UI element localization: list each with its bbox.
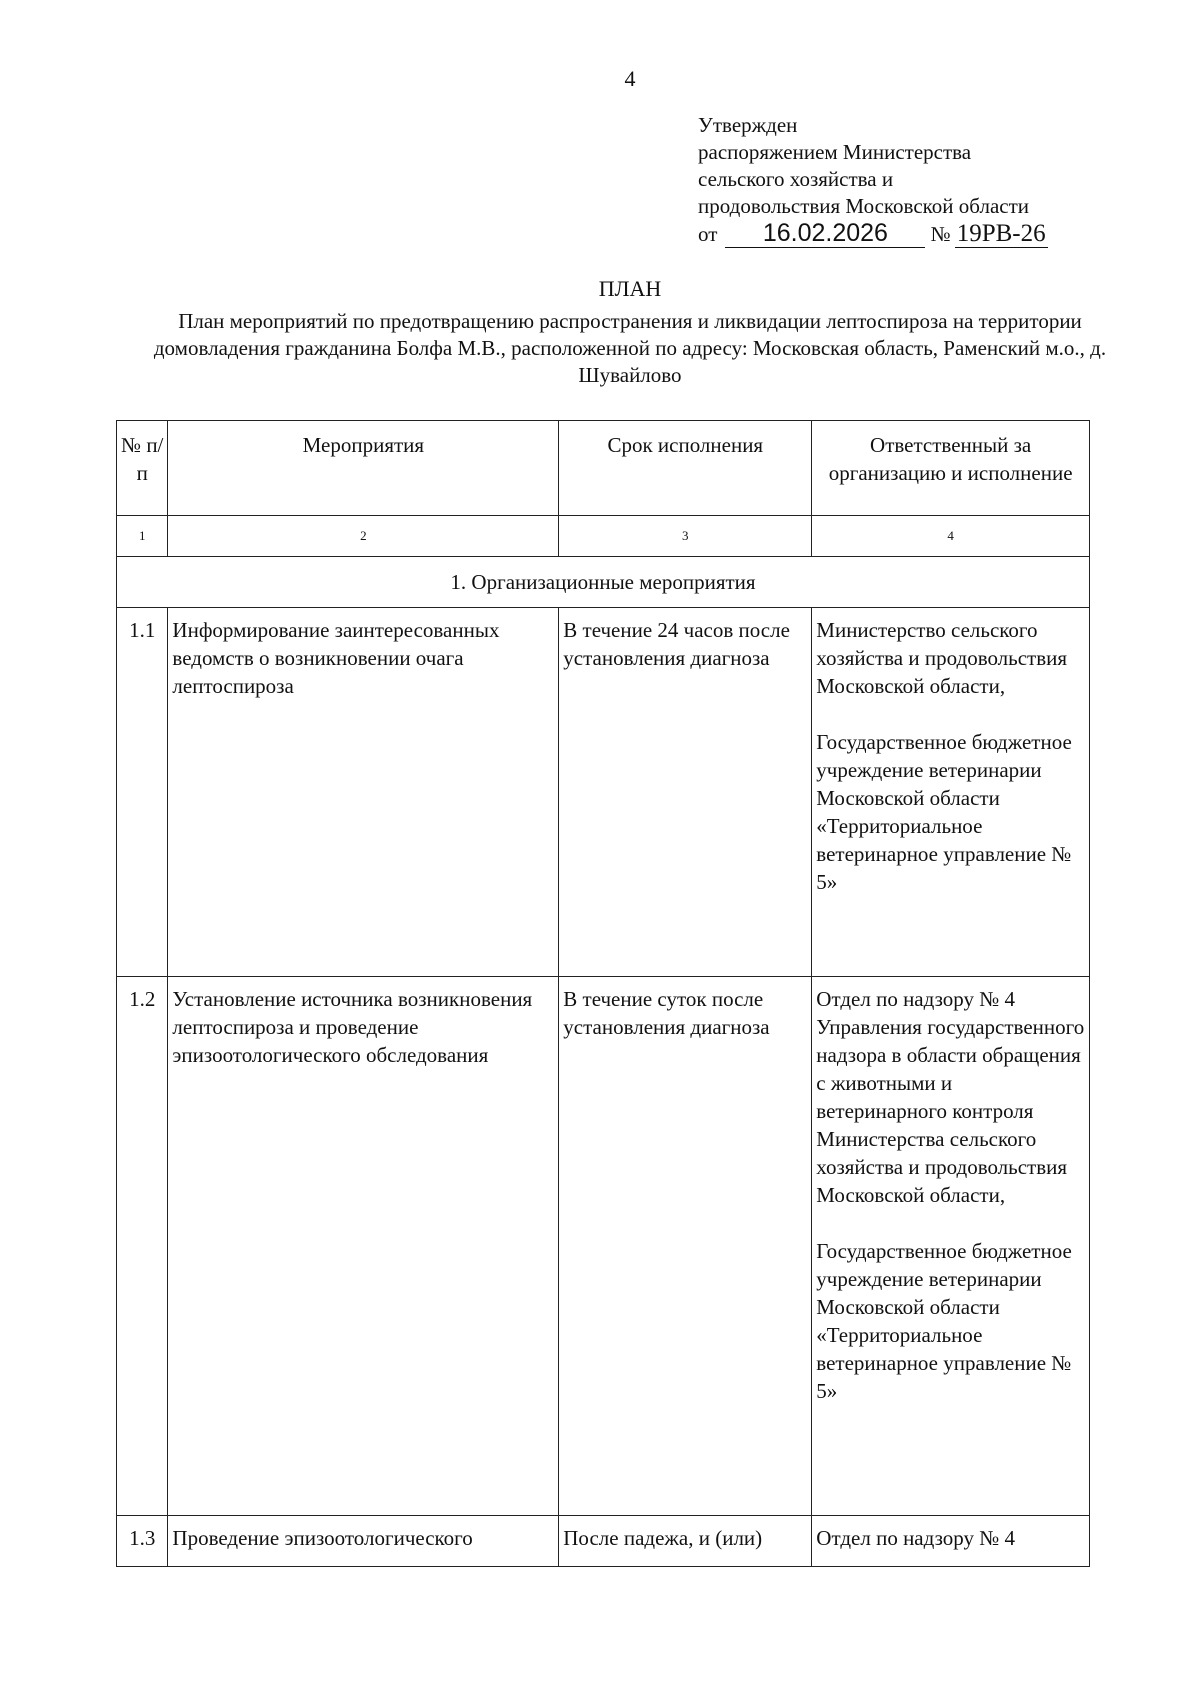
responsible-part: Государственное бюджетное учреждение ветеринарии Московской области «Территориальное ветеринарное управление № 5» <box>816 730 1072 894</box>
row-deadline: В течение суток после установления диагноза <box>559 977 812 1516</box>
row-activity: Информирование заинтересованных ведомств о возникновении очага лептоспироза <box>168 608 559 977</box>
plan-table <box>116 420 1090 1567</box>
table-row <box>117 977 1090 1516</box>
approval-date-row <box>698 220 1048 248</box>
approval-date: 16.02.2026 <box>725 220 925 248</box>
approval-line: распоряжением Министерства <box>698 140 972 164</box>
approval-number: 19РВ-26 <box>956 220 1046 247</box>
date-prefix: от <box>698 222 718 246</box>
row-activity: Проведение эпизоотологического <box>168 1516 559 1567</box>
table-row <box>117 608 1090 977</box>
row-deadline: После падежа, и (или) <box>559 1516 812 1567</box>
number-prefix: № <box>930 222 951 246</box>
section-row <box>117 557 1090 608</box>
row-responsible <box>812 608 1090 977</box>
row-responsible <box>812 977 1090 1516</box>
approval-line: сельского хозяйства и <box>698 167 894 191</box>
page-number: 4 <box>624 66 636 91</box>
table-header-row <box>117 421 1090 516</box>
column-number: 3 <box>559 516 812 557</box>
header-activity: Мероприятия <box>168 421 559 516</box>
row-number: 1.1 <box>117 608 168 977</box>
column-number: 2 <box>168 516 559 557</box>
row-activity: Установление источника возникновения лептоспироза и проведение эпизоотологического обследования <box>168 977 559 1516</box>
column-number: 1 <box>117 516 168 557</box>
responsible-part: Министерство сельского хозяйства и продовольствия Московской области, <box>816 618 1068 698</box>
row-number: 1.2 <box>117 977 168 1516</box>
section-title: 1. Организационные мероприятия <box>117 557 1090 608</box>
header-number: № п/п <box>117 421 168 516</box>
table-row <box>117 1516 1090 1567</box>
responsible-part: Государственное бюджетное учреждение ветеринарии Московской области «Территориальное ветеринарное управление № 5» <box>816 1239 1072 1403</box>
document-title: ПЛАН <box>598 276 662 301</box>
row-number: 1.3 <box>117 1516 168 1567</box>
column-number: 4 <box>812 516 1090 557</box>
row-deadline: В течение 24 часов после установления диагноза <box>559 608 812 977</box>
header-deadline: Срок исполнения <box>559 421 812 516</box>
column-number-row <box>117 516 1090 557</box>
approval-line: Утвержден <box>698 113 798 137</box>
header-responsible: Ответственный за организацию и исполнение <box>812 421 1090 516</box>
responsible-part: Отдел по надзору № 4 Управления государственного надзора в области обращения с животными и ветеринарного контроля Министерства сельского хозяйства и продовольствия Московской области, <box>816 987 1085 1207</box>
approval-line: продовольствия Московской области <box>698 194 1029 218</box>
row-responsible: Отдел по надзору № 4 <box>812 1516 1090 1567</box>
document-subtitle: План мероприятий по предотвращению распространения и ликвидации лептоспироза на территории домовладения гражданина Болфа М.В., расположенной по адресу: Московская область, Раменский м.о., д. Шувайлово <box>153 309 1107 387</box>
approval-block <box>698 112 1048 248</box>
